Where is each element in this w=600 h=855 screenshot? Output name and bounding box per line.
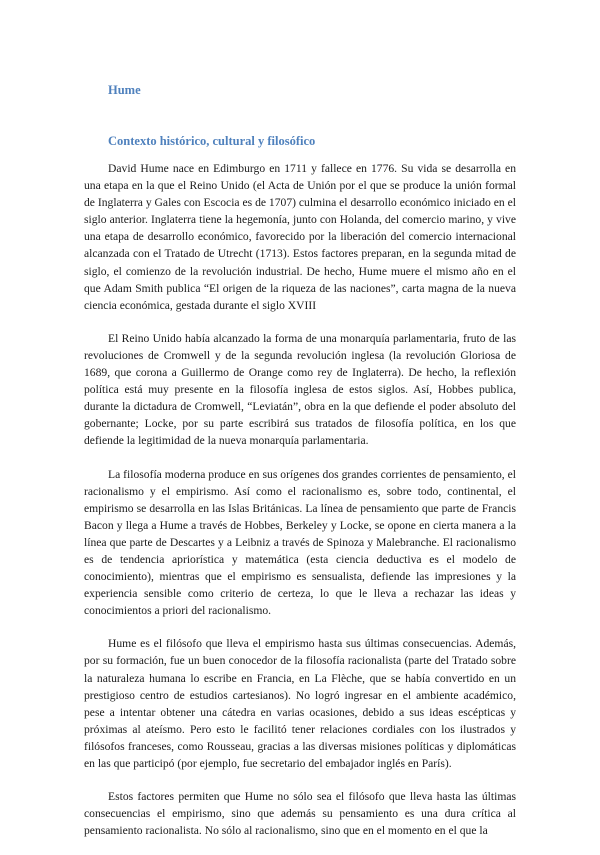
paragraph: David Hume nace en Edimburgo en 1711 y fallece en 1776. Su vida se desarrolla en una etapa en la que el Reino Unido (el Acta de Unión por el que se produce la unión formal de Inglaterra y Gales con Escocia es de 1707) culmina el desarrollo económico iniciado en el siglo anterior. Inglaterra tiene la hegemonía, junto con Holanda, del comercio marino, y vive una etapa de desarrollo económico, favorecido por la liberación del comercio internacional alcanzada con el Tratado de Utrecht (1713). Estos factores preparan, en la segunda mitad de siglo, el comienzo de la revolución industrial. De hecho, Hume muere el mismo año en el que Adam Smith publica “El origen de la riqueza de las naciones”, carta magna de la nueva ciencia económica, gestada durante el siglo XVIII (84, 162, 516, 312)
paragraph: La filosofía moderna produce en sus orígenes dos grandes corrientes de pensamiento, el racionalismo y el empirismo. Así como el racionalismo es, sobre todo, continental, el empirismo se desarrolla en las Islas Británicas. La línea de pensamiento que parte de Francis Bacon y llega a Hume a través de Hobbes, Berkeley y Locke, se opone en cierta manera a la línea que parte de Descartes y a Leibniz a través de Spinoza y Malebranche. El racionalismo es de tendencia apriorística y matemática (esta ciencia deductiva es el modelo de conocimiento), mientras que el empirismo es sensualista, defiende las impresiones y la experiencia sensible como criterio de certeza, lo que le lleva a rechazar las ideas y conocimientos a priori del racionalismo. (84, 467, 516, 618)
document-body (84, 160, 516, 855)
paragraph: Estos factores permiten que Hume no sólo sea el filósofo que lleva hasta las últimas consecuencias el empirismo, sino que además su pensamiento es una dura crítica al pensamiento racionalista. No sólo al racionalismo, sino que en el momento en el que la (84, 790, 516, 838)
paragraph: El Reino Unido había alcanzado la forma de una monarquía parlamentaria, fruto de las revoluciones de Cromwell y de la segunda revolución inglesa (la revolución Gloriosa de 1689, que corona a Guillermo de Orange como rey de Inglaterra). De hecho, la reflexión política está muy presente en la filosofía inglesa de estos siglos. Así, Hobbes publica, durante la dictadura de Cromwell, “Leviatán”, obra en la que defiende el poder absoluto del gobernante; Locke, por su parte escribirá sus tratados de filosofía política, en los que defiende la legitimidad de la nueva monarquía parlamentaria. (84, 331, 516, 448)
document-title: Hume (108, 83, 141, 97)
paragraph: Hume es el filósofo que lleva el empirismo hasta sus últimas consecuencias. Además, por su formación, fue un buen conocedor de la filosofía racionalista (parte del Tratado sobre la naturaleza humana lo escribe en Francia, en La Flèche, que se había convertido en un prestigioso centro de estudios cartesianos). No logró ingresar en el ambiente académico, pese a intentar obtener una cátedra en varias ocasiones, debido a sus ideas escépticas y próximas al ateísmo. Pero esto le facilitó tener relaciones cordiales con los ilustrados y filósofos franceses, como Rousseau, gracias a las diversas misiones políticas y diplomáticas en las que participó (por ejemplo, fue secretario del embajador inglés en París). (84, 637, 516, 770)
section-heading: Contexto histórico, cultural y filosófico (108, 134, 316, 148)
